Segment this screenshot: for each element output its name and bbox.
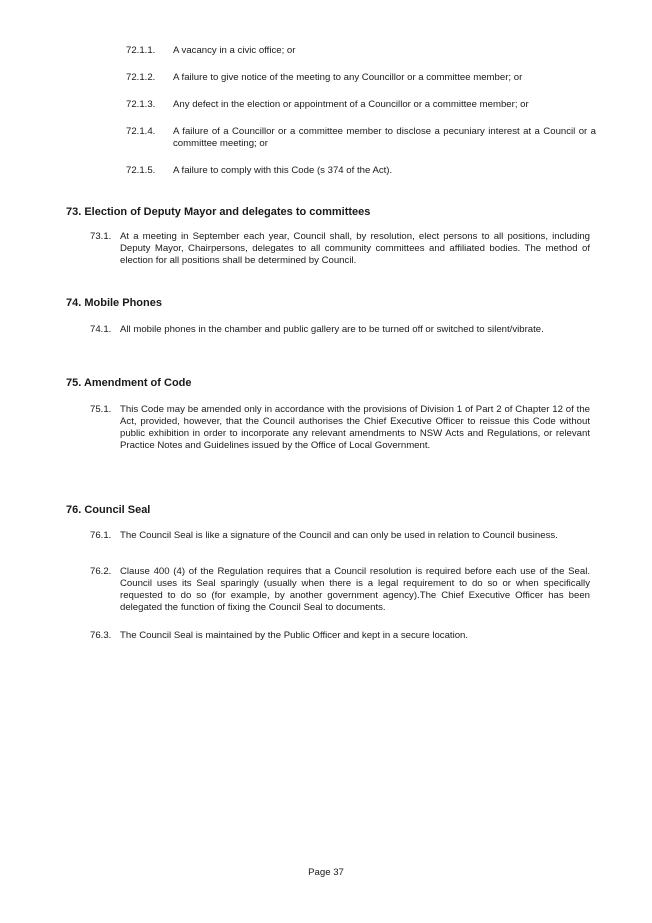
paragraph-text: The Council Seal is maintained by the Public Officer and kept in a secure location. <box>120 630 469 641</box>
item-number: 72.1.1. <box>126 45 156 56</box>
section-heading: 73. Election of Deputy Mayor and delegates to committees <box>66 206 371 218</box>
item-text: A failure to give notice of the meeting to any Councillor or a committee member; or <box>173 72 523 83</box>
item-number: 72.1.2. <box>126 72 156 83</box>
item-text: A failure to comply with this Code (s 374 of the Act). <box>173 165 393 176</box>
item-number: 72.1.5. <box>126 165 156 176</box>
page-number: Page 37 <box>308 867 344 878</box>
paragraph-number: 76.3. <box>90 630 112 641</box>
paragraph-text: The Council Seal is like a signature of the Council and can only be used in relation to Council business. <box>120 530 558 541</box>
item-number: 72.1.3. <box>126 99 156 110</box>
paragraph-text: At a meeting in September each year, Council shall, by resolution, elect persons to all positions, including Deputy Mayor, Chairpersons, delegates to all community committees and affiliated bodies. The method of election for all positions shall be determined by Council. <box>120 231 590 266</box>
paragraph-text: Clause 400 (4) of the Regulation requires that a Council resolution is required before each use of the Seal. Council uses its Seal sparingly (usually when there is a legal requirement to do so or when specifically requested to do so (for example, by another government agency).The Chief Executive Officer has been delegated the function of fixing the Council Seal to documents. <box>120 566 590 613</box>
paragraph-number: 76.2. <box>90 566 112 577</box>
paragraph-number: 73.1. <box>90 231 112 242</box>
section-heading: 74. Mobile Phones <box>66 297 162 309</box>
paragraph-number: 76.1. <box>90 530 112 541</box>
section-heading: 76. Council Seal <box>66 504 151 516</box>
paragraph-text: All mobile phones in the chamber and public gallery are to be turned off or switched to silent/vibrate. <box>120 324 544 335</box>
paragraph-number: 75.1. <box>90 404 112 415</box>
item-text: A failure of a Councillor or a committee member to disclose a pecuniary interest at a Council or a committee meeting; or <box>173 126 596 149</box>
item-number: 72.1.4. <box>126 126 156 137</box>
paragraph-text: This Code may be amended only in accordance with the provisions of Division 1 of Part 2 of Chapter 12 of the Act, provided, however, that the Council authorises the Chief Executive Officer to reissue this Code without public exhibition in order to incorporate any relevant amendments to NSW Acts and Regulations, or relevant Practice Notes and Guidelines issued by the Office of Local Government. <box>120 404 590 451</box>
item-text: A vacancy in a civic office; or <box>173 45 296 56</box>
section-heading: 75. Amendment of Code <box>66 377 192 389</box>
paragraph-number: 74.1. <box>90 324 112 335</box>
item-text: Any defect in the election or appointment of a Councillor or a committee member; or <box>173 99 529 110</box>
